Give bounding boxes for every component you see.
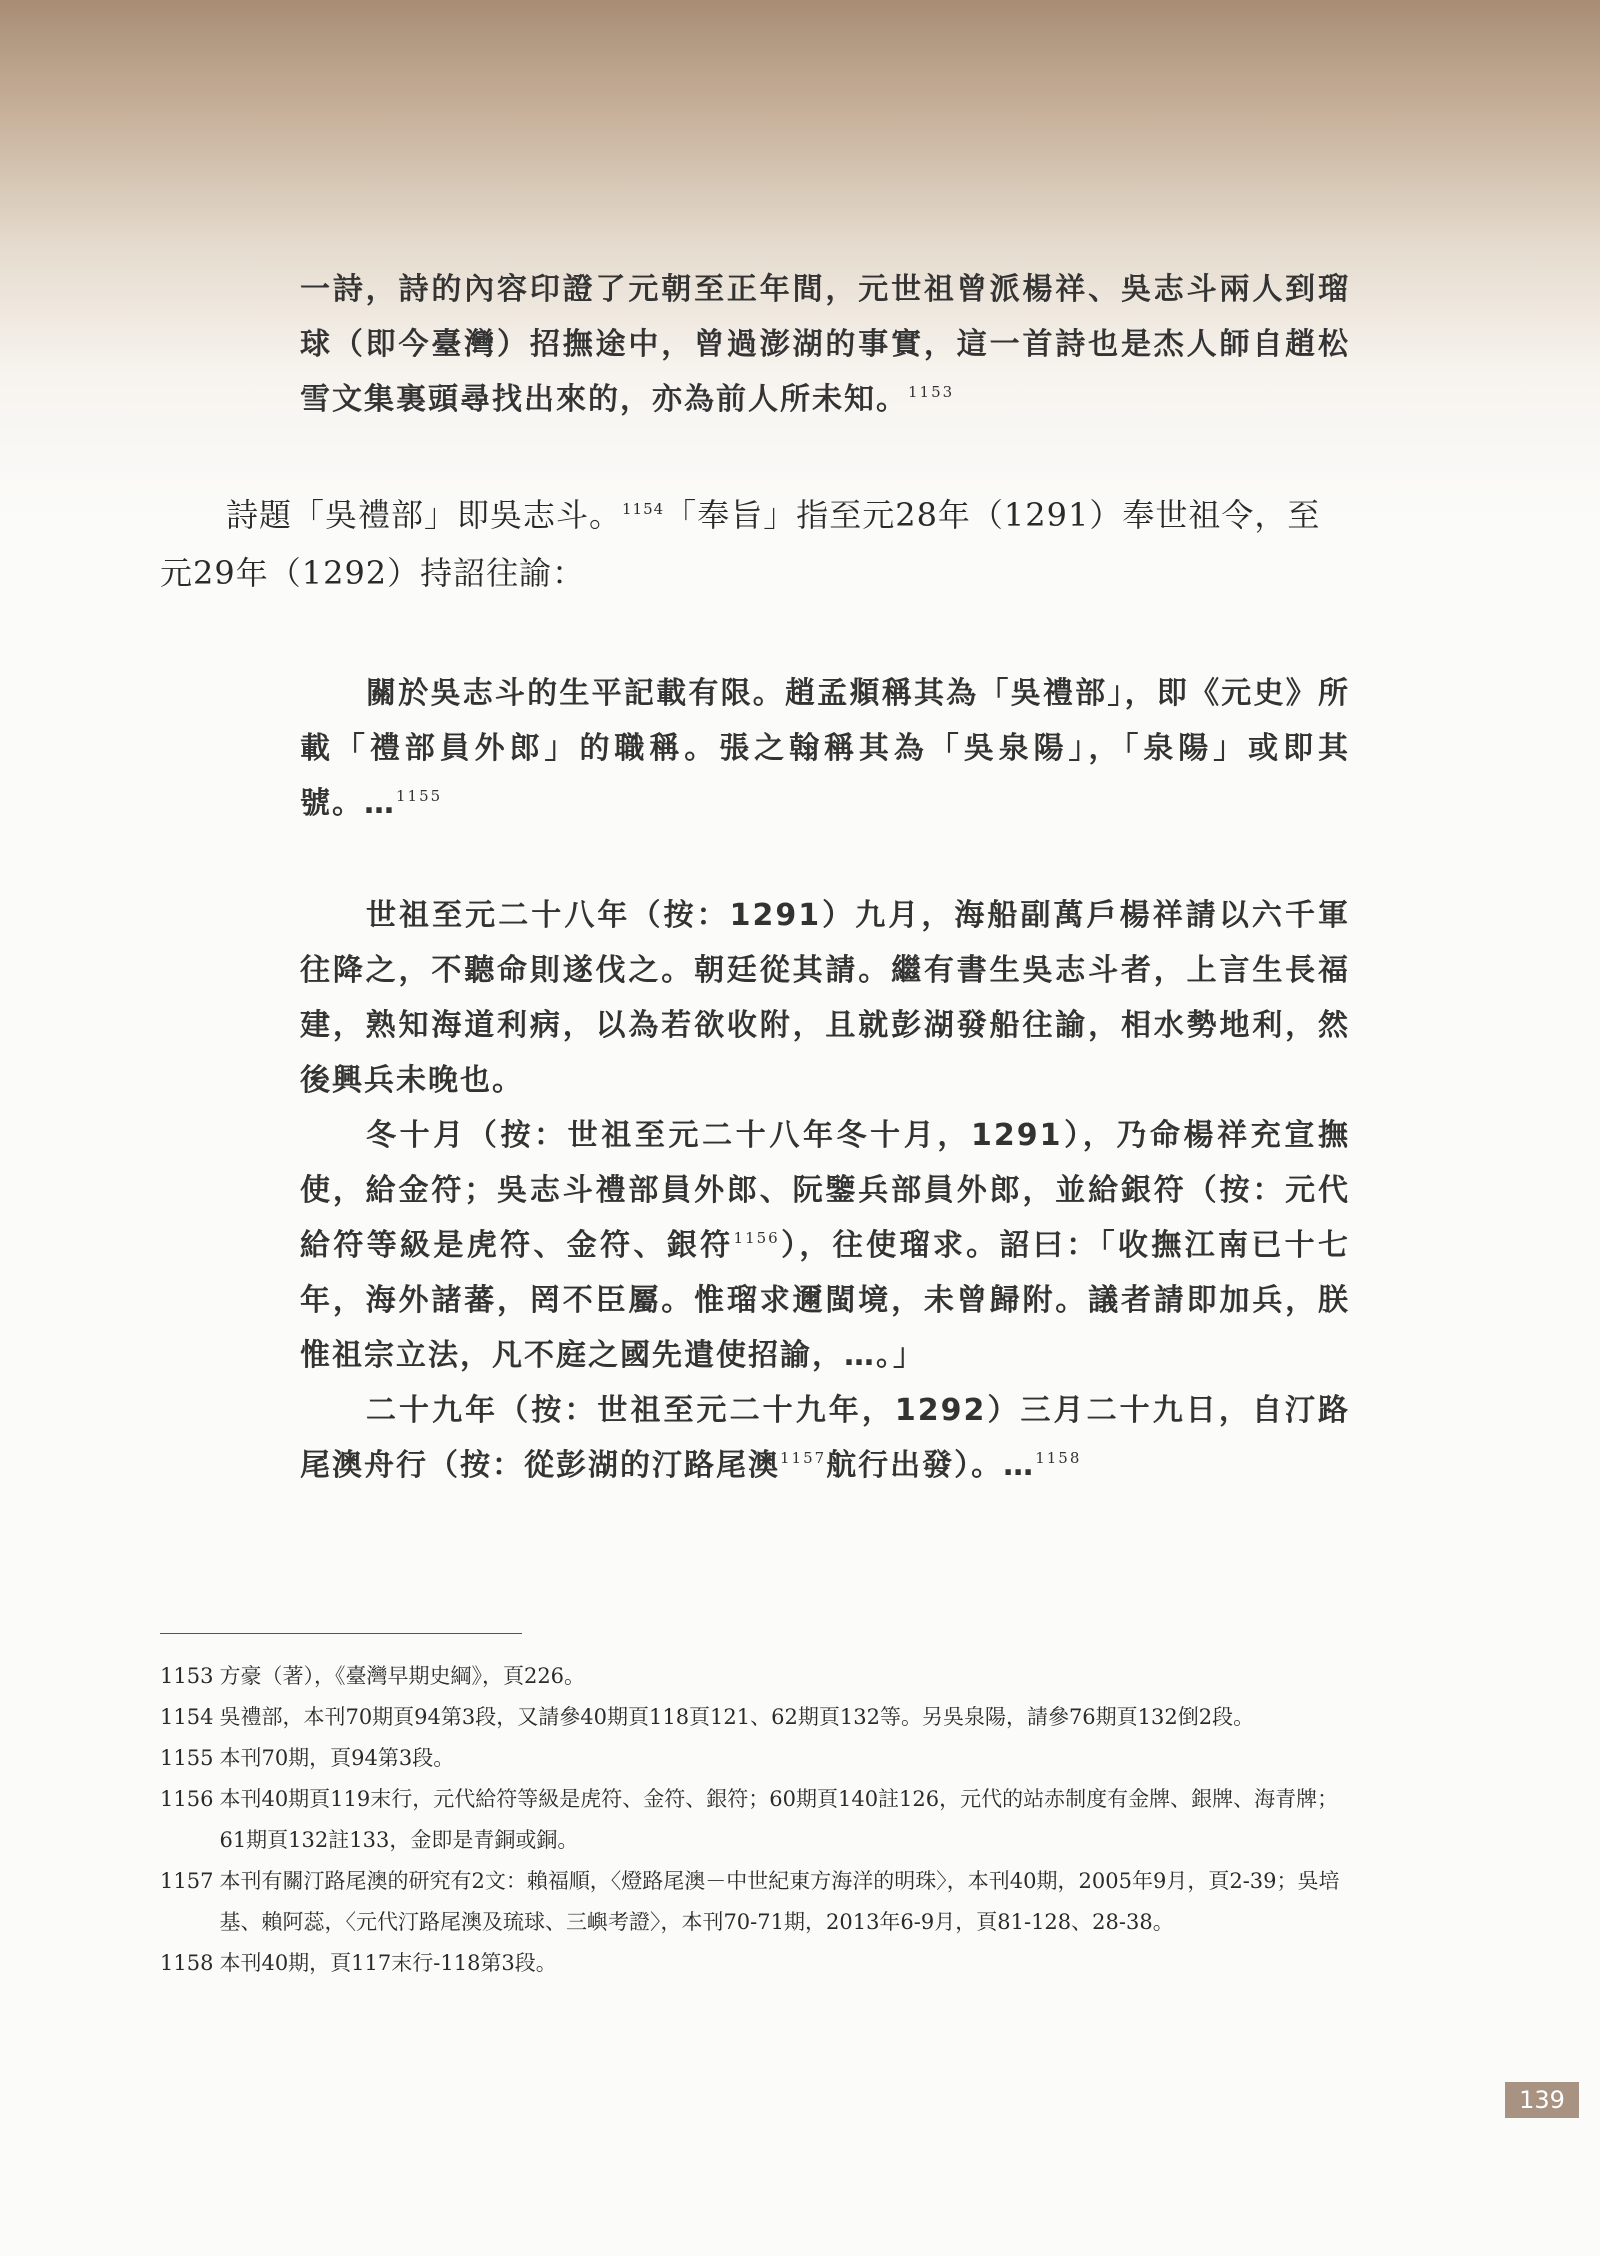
quote-2-text: 關於吳志斗的生平記載有限。趙孟頫稱其為「吳禮部」，即《元史》所載「禮部員外郎」的職稱。張之翰稱其為「吳泉陽」，「泉陽」或即其號。…	[300, 676, 1350, 821]
body-paragraph-text	[160, 486, 1350, 602]
quote-1-text: 一詩，詩的內容印證了元朝至正年間，元世祖曾派楊祥、吳志斗兩人到瑠球（即今臺灣）招撫途中，曾過澎湖的事實，這一首詩也是杰人師自趙松雪文集裏頭尋找出來的，亦為前人所未知。	[300, 272, 1350, 417]
quote-3-paragraph-3	[300, 1383, 1350, 1493]
quote-block-2	[300, 666, 1350, 831]
footnote-text: 方豪（著），《臺灣早期史綱》，頁226。	[219, 1664, 586, 1688]
footnote-number: 1153	[160, 1664, 214, 1688]
body-paragraph	[160, 486, 1350, 602]
quote-1-paragraph	[300, 262, 1350, 427]
footnote-ref-1157[interactable]: 1157	[780, 1449, 827, 1467]
footnote-text: 吳禮部，本刊70期頁94第3段，又請參40期頁118頁121、62期頁132等。另吳泉陽，請參76期頁132倒2段。	[219, 1705, 1255, 1729]
footnote-number: 1158	[160, 1951, 214, 1975]
quote-block-3	[300, 888, 1350, 1493]
body-text-part-2: 「奉旨」指至元28年（1291）奉世祖令，至元29年（1292）持詔往諭：	[160, 496, 1321, 592]
quote-3-p3-text-b: 航行出發）。…	[826, 1448, 1036, 1483]
page-number: 139	[1505, 2082, 1579, 2118]
footnote-text: 本刊40期頁119末行，元代給符等級是虎符、金符、銀符；60期頁140註126，元代的站赤制度有金牌、銀牌、海青牌；61期頁132註133，金即是青銅或銅。	[219, 1787, 1339, 1852]
footnote-ref-1158[interactable]: 1158	[1035, 1449, 1082, 1467]
footnote-item	[160, 1738, 1350, 1779]
footnote-item	[160, 1656, 1350, 1697]
quote-2-paragraph	[300, 666, 1350, 831]
footnotes-section	[160, 1656, 1350, 1984]
quote-block-1	[300, 262, 1350, 427]
header-gradient-band	[0, 0, 1600, 520]
footnote-divider	[160, 1633, 522, 1634]
footnote-item	[160, 1697, 1350, 1738]
footnote-item	[160, 1861, 1350, 1943]
footnote-number: 1154	[160, 1705, 214, 1729]
footnote-ref-1153[interactable]: 1153	[908, 383, 955, 401]
body-text-part-1: 詩題「吳禮部」即吳志斗。	[226, 496, 623, 534]
footnote-item	[160, 1779, 1350, 1861]
footnote-item	[160, 1943, 1350, 1984]
footnote-number: 1155	[160, 1746, 214, 1770]
quote-3-paragraph-2	[300, 1108, 1350, 1383]
footnote-ref-1154[interactable]: 1154	[622, 500, 665, 518]
footnote-ref-1156[interactable]: 1156	[733, 1229, 780, 1247]
quote-3-p2-text-b: ），往使瑠求。詔曰：「收撫江南已十七年，海外諸蕃，罔不臣屬。惟瑠求邇閩境，未曾歸附。議者請即加兵，朕惟祖宗立法，凡不庭之國先遣使招諭，…。」	[300, 1228, 1351, 1373]
footnote-text: 本刊有關汀路尾澳的研究有2文：賴福順，〈燈路尾澳－中世紀東方海洋的明珠〉，本刊40期，2005年9月，頁2-39；吳培基、賴阿蕊，〈元代汀路尾澳及琉球、三嶼考證〉，本刊70-71期，2013年6-9月，頁81-128、28-38。	[219, 1869, 1340, 1934]
quote-3-p2-text-a: 冬十月（按：世祖至元二十八年冬十月，1291），乃命楊祥充宣撫使，給金符；吳志斗禮部員外郎、阮鑒兵部員外郎，並給銀符（按：元代給符等級是虎符、金符、銀符	[300, 1118, 1350, 1263]
quote-3-paragraph-1: 世祖至元二十八年（按：1291）九月，海船副萬戶楊祥請以六千軍往降之，不聽命則遂伐之。朝廷從其請。繼有書生吳志斗者，上言生長福建，熟知海道利病，以為若欲收附，且就彭湖發船往諭，相水勢地利，然後興兵未晚也。	[300, 898, 1350, 1098]
footnote-text: 本刊40期，頁117末行-118第3段。	[219, 1951, 557, 1975]
quote-3-p3-text-a: 二十九年（按：世祖至元二十九年，1292）三月二十九日，自汀路尾澳舟行（按：從彭湖的汀路尾澳	[300, 1393, 1350, 1483]
footnote-number: 1157	[160, 1869, 214, 1893]
footnote-number: 1156	[160, 1787, 214, 1811]
footnote-text: 本刊70期，頁94第3段。	[219, 1746, 455, 1770]
footnote-ref-1155[interactable]: 1155	[396, 787, 443, 805]
